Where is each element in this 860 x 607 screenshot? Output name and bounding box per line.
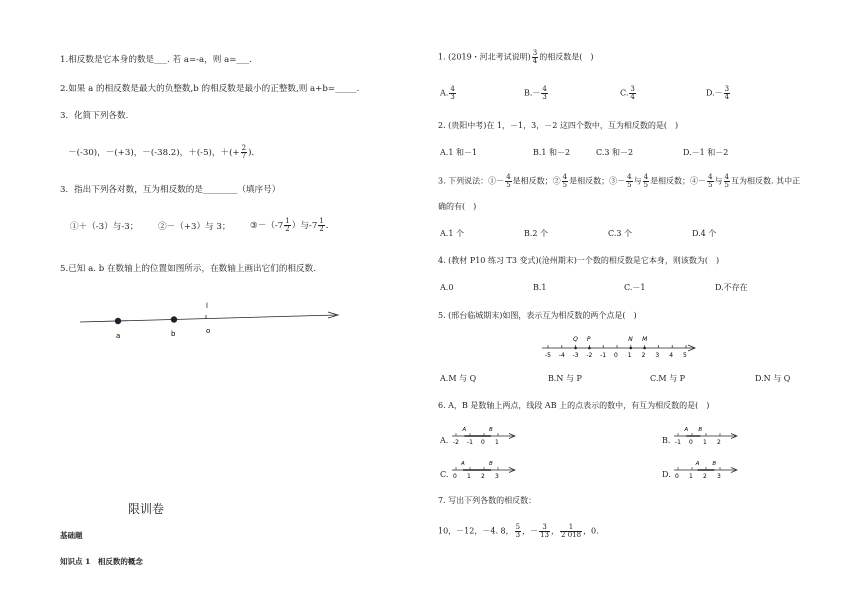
q3-expr-pre: －(-30)，－(+3)，－(-38.2)，＋(-5)，＋(+ (68, 148, 240, 158)
right-q5-option-a: A.M 与 Q (440, 374, 477, 383)
right-q3-option-c: C.3 个 (608, 229, 633, 238)
right-q2-option-c: C.3 和－2 (596, 148, 634, 157)
tick-label: -1 (675, 439, 681, 446)
right-q3-option-d: D.4 个 (692, 229, 717, 238)
knowledge-heading: 知识点 1 相反数的概念 (60, 557, 143, 566)
tick-label: 1 (689, 473, 693, 480)
left-number-line (78, 300, 348, 340)
tick-label: 1 (467, 473, 471, 480)
point-b-label: B (698, 427, 703, 433)
q3-expr-post: )． (248, 148, 261, 158)
left-q3-title: 3．化简下列各数. (60, 111, 129, 121)
left-q4-title: 3．指出下列各对数，互为相反数的是________（填序号） (60, 185, 281, 195)
tick-label: 0 (481, 439, 485, 446)
right-q1-option-d: D.－ $\frac{3}{4}$ (706, 85, 730, 101)
right-q2-option-a: A.1 和－1 (440, 148, 478, 157)
q3-fraction: $\frac{2}{7}$ (241, 144, 247, 160)
tick-label: 2 (703, 473, 707, 480)
tick-label: -1 (600, 352, 607, 359)
right-q6-option-a-label: A. (440, 436, 449, 445)
point-label-Q: Q (573, 336, 578, 343)
right-q4-option-b: B.1 (533, 283, 547, 292)
tick-label: 0 (689, 439, 693, 446)
left-q2: 2.如果 a 的相反数是最大的负整数,b 的相反数是最小的正整数,则 a+b=_____. (60, 84, 360, 94)
tick-label: 2 (717, 439, 721, 446)
point-b-label: B (712, 461, 717, 467)
right-q2-option-b: B.1 和－2 (533, 148, 571, 157)
right-q6-option-d-label: D. (662, 470, 671, 479)
right-q5-option-c: C.M 与 P (650, 374, 686, 383)
right-q6-option-d-line (672, 460, 742, 480)
left-q1: 1.相反数是它本身的数是___. 若 a=-a，则 a=___. (60, 55, 253, 65)
point-N (630, 347, 633, 350)
tick-label: 5 (683, 352, 687, 359)
tick-label: 3 (655, 352, 660, 359)
tick-label: -2 (453, 439, 459, 446)
point-label-N: N (628, 336, 633, 343)
right-q1-option-c: C. $\frac{3}{4}$ (620, 85, 635, 101)
tick-label: 3 (495, 473, 499, 480)
left-q5: 5.已知 a. b 在数轴上的位置如图所示，在数轴上画出它们的相反数. (60, 264, 316, 274)
right-q3-line2: 确的有( ) (438, 202, 477, 211)
point-a-label: A (684, 427, 689, 433)
point-b-label: B (489, 427, 493, 433)
point-P (588, 347, 591, 350)
tick-label: 1 (703, 439, 707, 446)
point-b-label: B (489, 461, 493, 467)
right-q4-option-a: A.0 (440, 283, 454, 292)
tick-label: 0 (675, 473, 679, 480)
label-a: a (116, 332, 121, 340)
label-o: o (206, 327, 211, 335)
tick-label: 1 (495, 439, 499, 446)
point-label-M: M (642, 336, 648, 343)
right-q3-option-a: A.1 个 (440, 229, 464, 238)
label-b: b (171, 330, 176, 338)
left-q4-choice-2: ②－（+3）与 3； (158, 222, 231, 232)
tick-label: -2 (586, 352, 593, 359)
point-b (171, 316, 177, 322)
left-q4-choice-1: ①＋（-3）与-3； (70, 222, 139, 232)
tick-label: 4 (669, 352, 674, 359)
right-q6: 6. A，B 是数轴上两点，线段 AB 上的点表示的数中，有互为相反数的是( ) (438, 401, 710, 410)
tick-label: 0 (453, 473, 457, 480)
right-q5-option-b: B.N 与 P (548, 374, 582, 383)
right-q1: 1. (2019・河北考试说明) $\frac{3}{4}$ 的相反数是( ) (438, 49, 594, 65)
point-a-label: A (462, 427, 467, 433)
tick-label: -5 (545, 352, 551, 359)
right-q6-option-b-label: B. (662, 436, 671, 445)
left-q3-expression (68, 145, 260, 160)
right-q6-option-a-line (450, 426, 520, 446)
right-q7-numbers: 10，－12，－4. 8， $\frac{5}{3}$ ，－ $\frac{3}{13}$ ， $\frac{1}{2 018}$ ，0. (438, 523, 599, 539)
basic-heading: 基础题 (60, 531, 83, 540)
right-q6-option-c-line (450, 460, 520, 480)
right-q2-option-d: D.－1 和－2 (683, 148, 729, 157)
tick-label: 0 (614, 352, 618, 359)
right-q6-option-b-line (672, 426, 742, 446)
tick-label: -4 (558, 352, 565, 359)
point-a (115, 318, 121, 324)
right-q3-option-b: B.2 个 (524, 229, 549, 238)
right-q6-option-c-label: C. (440, 470, 449, 479)
right-q5: 5. (邢台临城期末)如图，表示互为相反数的两个点是( ) (438, 311, 637, 320)
point-label-P: P (586, 336, 591, 343)
right-q1-option-b: B.－ $\frac{4}{3}$ (524, 85, 547, 101)
point-M (643, 347, 646, 350)
right-q5-option-d: D.N 与 Q (755, 374, 791, 383)
right-q1-option-a: A. $\frac{4}{3}$ (440, 85, 455, 101)
right-q4: 4. (教材 P10 练习 T3 变式)(沧州期末)一个数的相反数是它本身，则该数为( ) (438, 256, 720, 265)
right-q2: 2. (贵阳中考)在 1，－1，3，－2 这四个数中，互为相反数的是( ) (438, 121, 679, 130)
tick-label: -1 (467, 439, 473, 446)
point-a-label: A (461, 461, 465, 467)
right-q4-option-d: D.不存在 (715, 283, 748, 292)
tick-label: 3 (717, 473, 721, 480)
point-a-label: A (695, 461, 700, 467)
right-q4-option-c: C.－1 (624, 283, 646, 292)
tick-label: 1 (627, 352, 632, 359)
label-tick: l (206, 302, 208, 310)
point-Q (574, 347, 577, 350)
tick-label: 2 (641, 352, 646, 359)
tick-label: -3 (572, 352, 579, 359)
right-q5-number-line (540, 334, 700, 362)
left-q4-choice-3: ③－（-7 $\frac{1}{2}$ ）与-7 $\frac{1}{2}$ ． (250, 217, 335, 233)
section-title: 限训卷 (128, 502, 165, 516)
tick-label: 2 (481, 473, 485, 480)
right-q7: 7. 写出下列各数的相反数： (438, 496, 537, 505)
right-q3-line1: 3. 下列说法：①－ $\frac{4}{5}$ 是相反数；② $\frac{4}{5}$ 是相反数；③－ $\frac{4}{5}$ 与 $\frac{4}{5}$ 是相反数；④－ $\frac{4}{5}$ 与 $\frac{4}{5}$ 互为相反数. 其中正 (438, 173, 801, 189)
